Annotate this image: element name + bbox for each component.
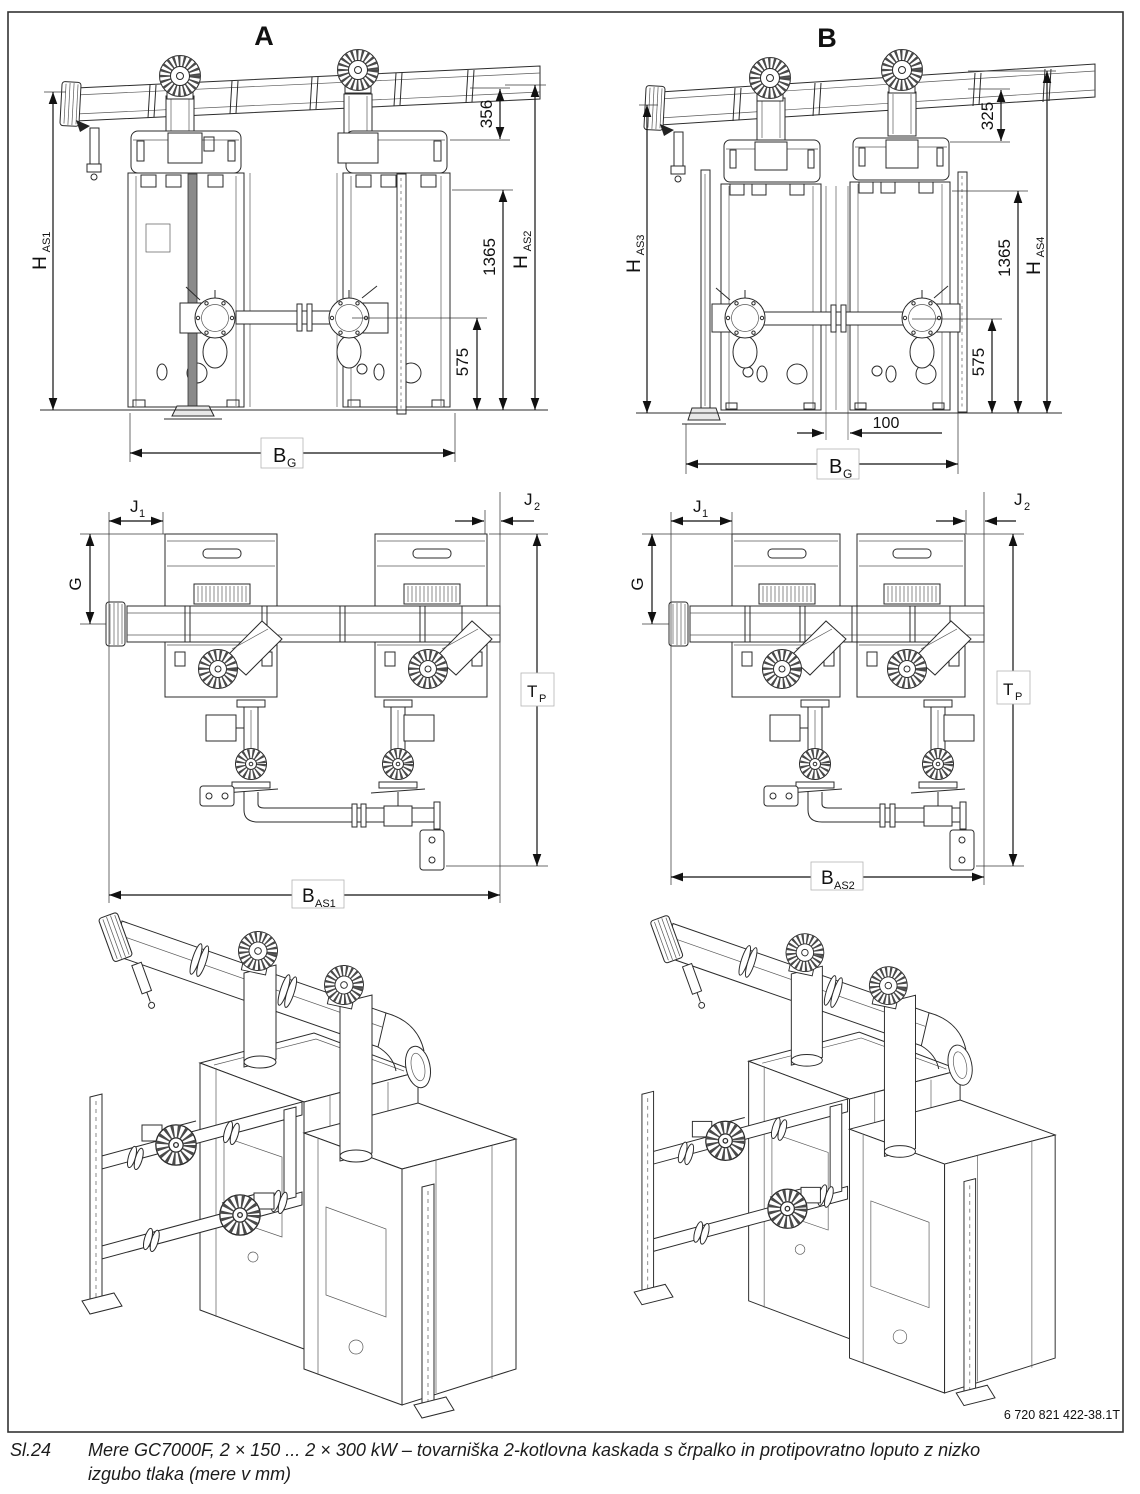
figure-caption-line2: izgubo tlaka (mere v mm) <box>88 1464 292 1484</box>
dim-1365-a: 1365 <box>480 238 499 276</box>
dim-bg-a-sub: G <box>287 456 297 470</box>
dim-j2-b-main: J <box>1014 490 1023 509</box>
dim-j1-a-main: J <box>130 497 139 516</box>
dim-bas1-main: B <box>302 886 315 907</box>
dim-bg-b-main: B <box>829 456 843 478</box>
dim-bg-a-main: B <box>273 445 287 467</box>
dim-tp-b-main: T <box>1003 680 1014 699</box>
isometric-view-b <box>634 915 1055 1406</box>
dim-bg-b-sub: G <box>843 467 853 481</box>
dim-has3-main: H <box>624 259 645 273</box>
dim-has2-sub: AS2 <box>522 230 534 252</box>
isometric-view-a <box>82 912 516 1418</box>
dim-356: 356 <box>477 99 496 129</box>
dim-bas1-sub: AS1 <box>315 898 336 910</box>
dim-575-b: 575 <box>969 347 988 377</box>
drain-valve-handle-a <box>76 120 90 132</box>
drawing-reference-code: 6 720 821 422-38.1T <box>1003 1408 1120 1422</box>
dim-bas2-sub: AS2 <box>834 880 855 892</box>
dim-325: 325 <box>978 101 997 131</box>
dim-j1-b-sub: 1 <box>702 508 709 520</box>
figure-caption-tag: Sl.24 <box>10 1440 52 1460</box>
dim-has3-sub: AS3 <box>635 234 647 256</box>
figure-caption-line1: Mere GC7000F, 2 × 150 ... 2 × 300 kW – tovarniška 2-kotlovna kaskada s črpalko in protipovratno loputo z nizko <box>88 1440 981 1460</box>
section-b-label: B <box>817 23 837 53</box>
dim-tp-a-main: T <box>527 682 538 701</box>
dim-575-a: 575 <box>453 347 472 377</box>
drain-valve-handle-b <box>660 124 674 136</box>
dim-tp-a-sub: P <box>539 693 547 705</box>
dim-j1-b-main: J <box>693 497 702 516</box>
dim-j2-a-sub: 2 <box>534 501 541 513</box>
dim-has4-main: H <box>1024 261 1045 275</box>
dim-has4-sub: AS4 <box>1035 236 1047 258</box>
dim-has1-sub: AS1 <box>41 231 53 253</box>
dim-tp-b-sub: P <box>1015 691 1023 703</box>
dim-1365-b: 1365 <box>995 239 1014 277</box>
dim-j1-a-sub: 1 <box>139 508 146 520</box>
section-a-label: A <box>254 21 274 51</box>
dim-g-a: G <box>66 577 85 591</box>
dim-100: 100 <box>872 415 900 432</box>
plan-view-b-drawing <box>669 534 984 870</box>
dim-has2-main: H <box>511 255 532 269</box>
dim-has1-main: H <box>30 256 51 270</box>
dim-j2-a-main: J <box>524 490 533 509</box>
dim-bas2-main: B <box>821 868 834 889</box>
dim-g-b: G <box>628 577 647 591</box>
dim-j2-b-sub: 2 <box>1024 501 1031 513</box>
front-view-b-drawing <box>644 50 1095 441</box>
front-view-a-dimensions <box>30 85 548 470</box>
plan-view-a-drawing <box>106 534 500 870</box>
